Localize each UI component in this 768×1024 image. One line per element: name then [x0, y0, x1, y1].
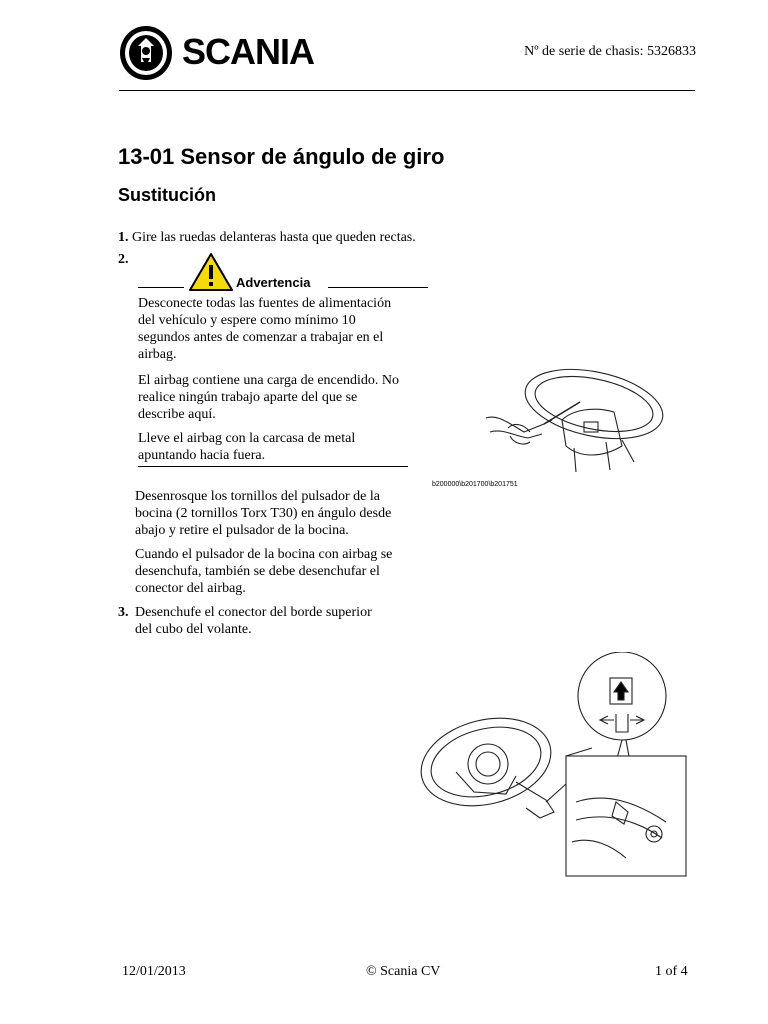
step-3-number: 3.	[118, 605, 129, 620]
warning-header	[138, 252, 430, 292]
warning-bottom-rule	[138, 466, 408, 467]
warning-label: Advertencia	[236, 275, 311, 290]
warning-paragraph-2: El airbag contiene una carga de encendido. No realice ningún trabajo aparte del que se describe aquí.	[138, 373, 399, 422]
footer-page-number: 1 of 4	[655, 964, 688, 979]
step-2-paragraph-2: Cuando el pulsador de la bocina con airbag se desenchufa, también se debe desenchufar el conector del airbag.	[135, 547, 393, 596]
connector-steering-wheel-illustration	[416, 652, 692, 878]
page-title: 13-01 Sensor de ángulo de giro	[118, 144, 445, 169]
warning-triangle-icon	[188, 252, 234, 292]
section-title: Sustitución	[118, 185, 216, 205]
step-1	[118, 229, 416, 246]
scania-logo	[118, 24, 332, 82]
steering-wheel-airbag-illustration	[484, 362, 670, 474]
chassis-serial: Nº de serie de chasis: 5326833	[524, 44, 696, 59]
step-3-text: Desenchufe el conector del borde superior del cubo del volante.	[135, 605, 372, 637]
footer-date: 12/01/2013	[122, 964, 186, 979]
warning-paragraph-1: Desconecte todas las fuentes de alimentación del vehículo y espere como mínimo 10 segundos antes de comenzar a trabajar en el airbag.	[138, 296, 392, 362]
scania-griffin-icon	[118, 24, 174, 82]
warning-rule-left	[138, 287, 184, 288]
step-number: 1.	[118, 230, 129, 245]
brand-wordmark: SCANIA	[182, 31, 315, 72]
header-divider	[119, 90, 695, 91]
figure-1-caption: b200000\b201700\b201751	[432, 481, 518, 488]
warning-rule-right	[328, 287, 428, 288]
warning-paragraph-3: Lleve el airbag con la carcasa de metal apuntando hacia fuera.	[138, 431, 356, 463]
step-text: Gire las ruedas delanteras hasta que queden rectas.	[132, 230, 416, 245]
step-2-paragraph-1: Desenrosque los tornillos del pulsador de la bocina (2 tornillos Torx T30) en ángulo desde abajo y retire el pulsador de la bocina.	[135, 489, 392, 538]
step-2-number: 2.	[118, 252, 129, 267]
footer-copyright: © Scania CV	[366, 964, 441, 979]
